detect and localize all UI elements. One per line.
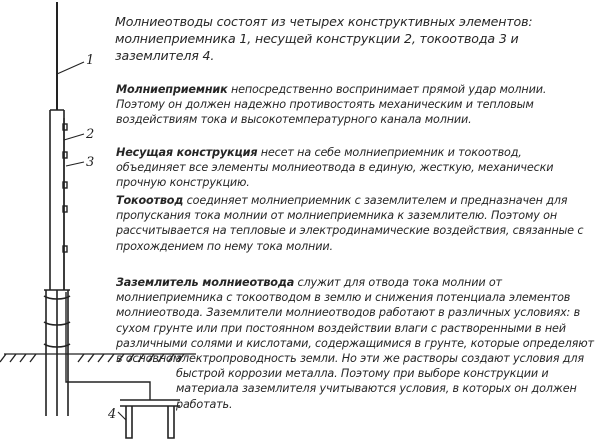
term-down-conductor: Токоотвод xyxy=(116,194,184,207)
diagram-label-2: 2 xyxy=(86,127,95,142)
paragraph-earth-electrode-continued: электропроводность земли. Но эти же растворы создают условия для быстрой коррозии металла. Поэтому при выборе конструкции и материала заземлителя учитываются условия, в которых он должен работать. xyxy=(176,352,584,411)
term-lightning-receiver: Молниеприемник xyxy=(116,83,228,96)
paragraph-down-conductor xyxy=(116,193,594,254)
paragraph-text: служит для отвода тока молнии от молниеприемника с токоотводом в землю и снижения потенциала элементов молниеотвода. Заземлители молниеотводов работают в различных условиях: в сухом грунте или при постоянном воздействии влаги с растворенными в ней различными солями и кислотами, содержащимися в грунте, которые определяют в основном xyxy=(116,276,594,366)
diagram-label-1: 1 xyxy=(86,53,95,68)
paragraph-text: соединяет молниеприемник с заземлителем и предназначен для пропускания тока молнии от молниеприемника к заземлителю. Поэтому он рассчитывается на тепловые и электродинамические воздействия, связанные с прохождением по нему тока молнии. xyxy=(116,194,584,253)
paragraph-support-structure xyxy=(116,145,594,191)
earth-electrode xyxy=(120,400,180,438)
diagram-label-4: 4 xyxy=(108,407,117,422)
paragraph-lightning-receiver xyxy=(116,82,594,128)
diagram-label-3: 3 xyxy=(86,155,95,170)
term-support-structure: Несущая конструкция xyxy=(116,146,258,159)
term-earth-electrode: Заземлитель молниеотвода xyxy=(116,276,295,289)
paragraph-text: несет на себе молниеприемник и токоотвод, объединяет все элементы молниеотвода в единую, жесткую, механически прочную конструкцию. xyxy=(116,146,554,190)
intro-heading: Молниеотводы состоят из четырех конструктивных элементов: молниеприемника 1, несущей конструкции 2, токоотвода 3 и заземлителя 4. xyxy=(115,14,533,63)
paragraph-text: непосредственно воспринимает прямой удар молнии. Поэтому он должен надежно противостоять механическим и тепловым воздействиям тока и высокотемпературного канала молнии. xyxy=(116,83,547,127)
